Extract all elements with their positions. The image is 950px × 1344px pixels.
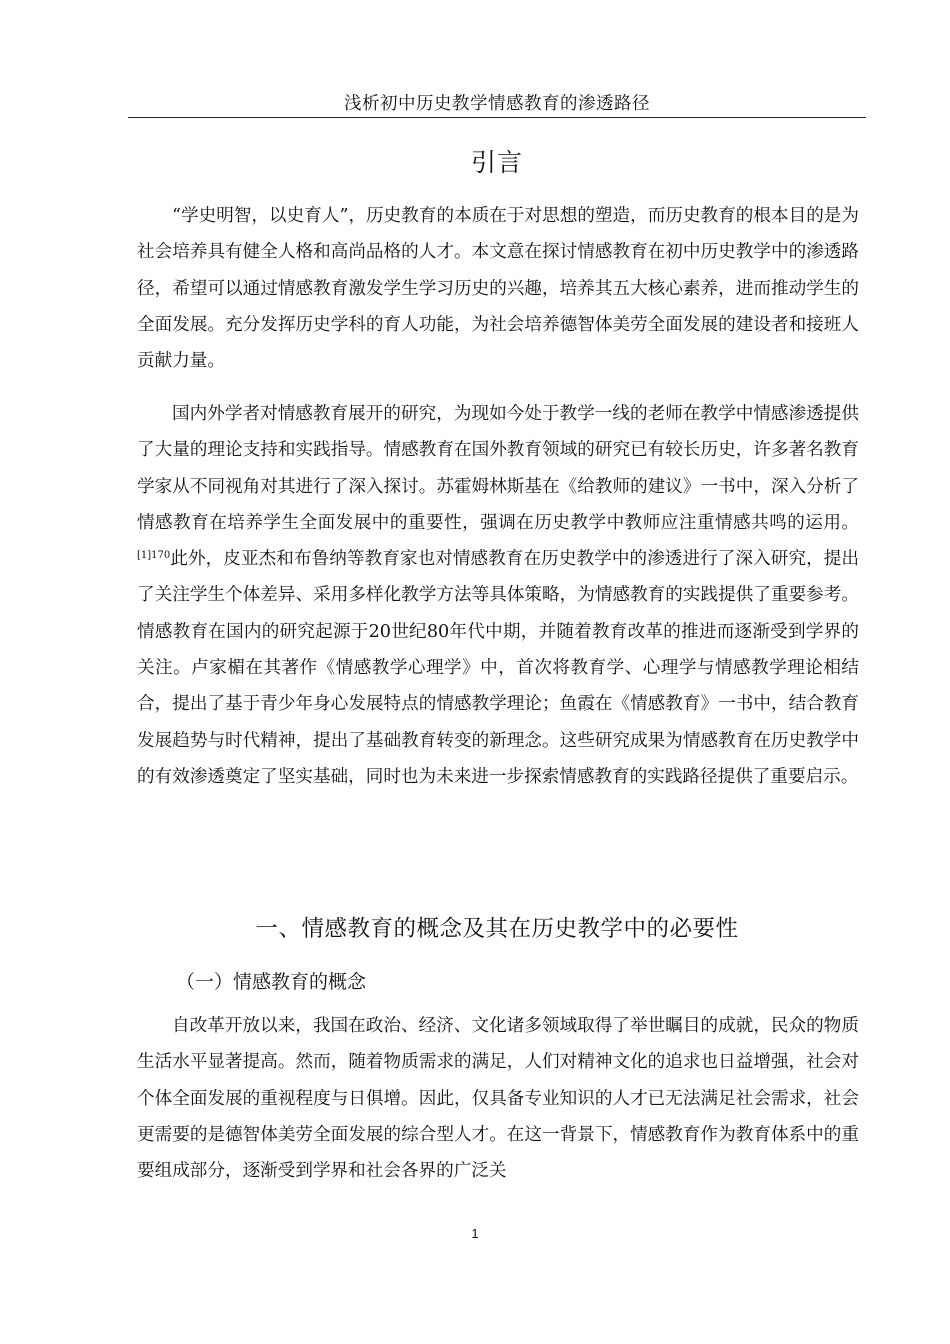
page-number: 1 <box>471 1226 479 1241</box>
section-title-introduction: 引言 <box>470 148 523 177</box>
chapter-heading-1: 一、情感教育的概念及其在历史教学中的必要性 <box>255 916 739 942</box>
subsection-heading-1: （一）情感教育的概念 <box>176 971 367 993</box>
intro-paragraph-2-text-a: 国内外学者对情感教育展开的研究，为现如今处于教学一线的老师在教学中情感渗透提供了大量的理论支持和实践指导。情感教育在国外教育领域的研究已有较长历史，许多著名教育学家从不同视角对其进行了深入探讨。苏霍姆林斯基在《给教师的建议》一书中，深入分析了情感教育在培养学生全面发展中的重要性，强调在历史教学中教师应注重情感共鸣的运用。 <box>137 404 859 533</box>
section-1-paragraph-1: 自改革开放以来，我国在政治、经济、文化诸多领域取得了举世瞩目的成就，民众的物质生活水平显著提高。然而，随着物质需求的满足，人们对精神文化的追求也日益增强，社会对个体全面发展的重视程度与日俱增。因此，仅具备专业知识的人才已无法满足社会需求，社会更需要的是德智体美劳全面发展的综合型人才。在这一背景下，情感教育作为教育体系中的重要组成部分，逐渐受到学界和社会各界的广泛关 <box>137 1016 859 1182</box>
citation-reference[interactable]: [1]170 <box>137 550 171 562</box>
header-divider <box>128 117 866 118</box>
running-header: 浅析初中历史教学情感教育的渗透路径 <box>344 94 650 114</box>
intro-paragraph-2-text-b: 此外，皮亚杰和布鲁纳等教育家也对情感教育在历史教学中的渗透进行了深入研究，提出了关注学生个体差异、采用多样化教学方法等具体策略，为情感教育的实践提供了重要参考。情感教育在国内的研究起源于20世纪80年代中期，并随着教育改革的推进而逐渐受到学界的关注。卢家楣在其著作《情感教学心理学》中，首次将教育学、心理学与情感教学理论相结合，提出了基于青少年身心发展特点的情感教学理论；鱼霞在《情感教育》一书中，结合教育发展趋势与时代精神，提出了基础教育转变的新理念。这些研究成果为情感教育在历史教学中的有效渗透奠定了坚实基础，同时也为未来进一步探索情感教育的实践路径提供了重要启示。 <box>137 549 859 787</box>
intro-paragraph-1: “学史明智，以史育人”，历史教育的本质在于对思想的塑造，而历史教育的根本目的是为社会培养具有健全人格和高尚品格的人才。本文意在探讨情感教育在初中历史教学中的渗透路径，希望可以通过情感教育激发学生学习历史的兴趣，培养其五大核心素养，进而推动学生的全面发展。充分发挥历史学科的育人功能，为社会培养德智体美劳全面发展的建设者和接班人贡献力量。 <box>137 206 859 372</box>
intro-paragraph-2 <box>137 396 859 795</box>
